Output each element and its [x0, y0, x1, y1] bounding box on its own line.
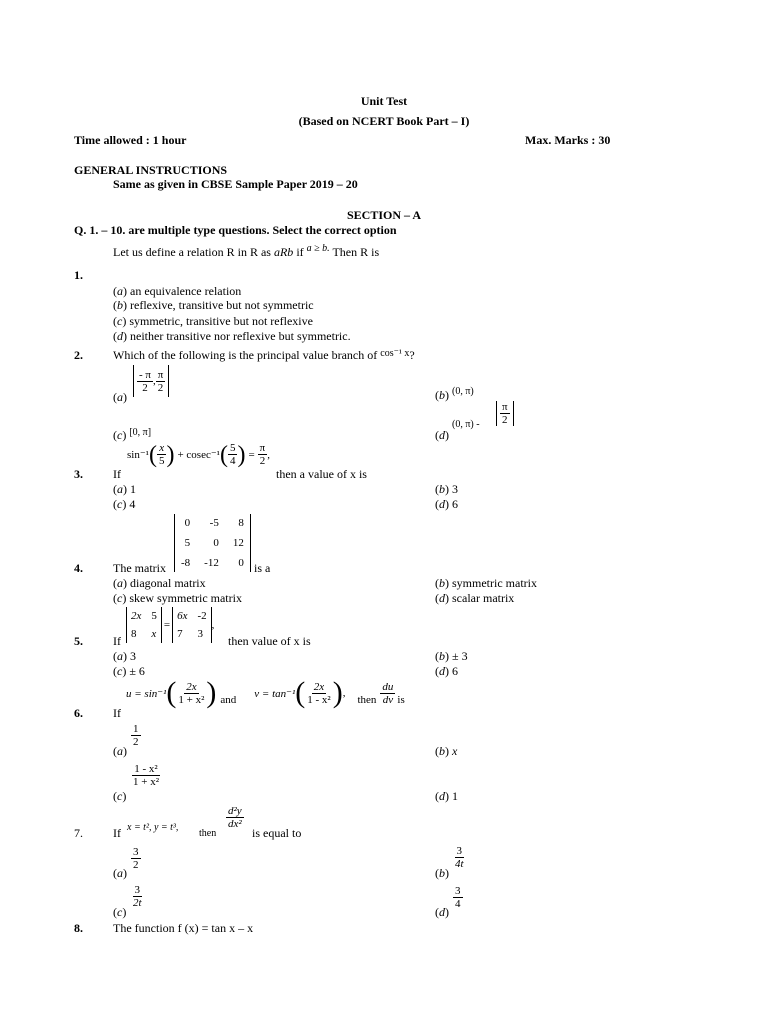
- matrix-cell: 12: [232, 537, 244, 549]
- q7-option-d-frac: $\frac{3}{4}$: [455, 885, 461, 910]
- section-intro: Q. 1. – 10. are multiple type questions. Select the correct option: [74, 223, 397, 237]
- matrix-cell: 7: [177, 628, 183, 640]
- q5-if: If: [113, 634, 121, 648]
- q5-tail: then value of x is: [228, 634, 311, 648]
- q7-if: If: [113, 826, 121, 840]
- time-allowed: Time allowed : 1 hour: [74, 133, 187, 147]
- q7-derivative: $\frac{\text{d²y}}{\text{dx²}}$: [228, 805, 242, 830]
- q3-option-a: (a) 1: [113, 482, 136, 496]
- matrix-cell: 5: [184, 537, 191, 549]
- q1-option-a: (a) an equivalence relation: [113, 284, 242, 298]
- q6-equation: u = sin⁻¹ ( $\frac{2x}{\text{1 + x²}}$ ) and v = tan⁻¹ ( $\frac{2x}{\text{1 - x²}}$ ) , then $\frac{du}{dv}$ is: [126, 676, 405, 709]
- matrix-cell: -5: [209, 517, 219, 529]
- instructions-text: Same as given in CBSE Sample Paper 2019 – 20: [113, 177, 358, 191]
- instructions-heading: GENERAL INSTRUCTIONS: [74, 163, 228, 177]
- q2-func: cos⁻¹ x: [380, 348, 410, 359]
- matrix-cell: -12: [204, 557, 219, 569]
- q2-option-d: (d) $^{(0, \pi) -}$: [435, 419, 480, 442]
- q4-option-b: (b) symmetric matrix: [435, 576, 537, 590]
- q1-stem: [113, 245, 379, 261]
- q4-matrix: [174, 514, 251, 572]
- q2-option-c: (c) [0, π]: [113, 427, 152, 442]
- q8-stem: The function f (x) = tan x – x: [113, 921, 254, 935]
- q5-option-a: (a) 3: [113, 649, 136, 663]
- q1-cond: a ≥ b.: [306, 243, 330, 254]
- q4-number: 4.: [74, 561, 83, 575]
- q1-option-c: (c) symmetric, transitive but not reflexive: [113, 314, 313, 328]
- q4-tail: is a: [254, 561, 271, 575]
- matrix-cell: 6x: [177, 610, 188, 622]
- page-subtitle: (Based on NCERT Book Part – I): [298, 114, 470, 128]
- q7-option-a-frac: $\frac{3}{2}$: [133, 846, 139, 871]
- q2-option-d-frac: $\frac{\pi}{2}$: [496, 401, 514, 426]
- q7-tail: is equal to: [252, 826, 302, 840]
- matrix-cell: x: [151, 628, 157, 640]
- matrix-cell: 5: [151, 610, 157, 622]
- q6-if: If: [113, 706, 121, 720]
- q7-number: 7.: [74, 826, 83, 840]
- q7-expr: x = t², y = t³,: [127, 822, 179, 833]
- q6-option-c: (c): [113, 789, 127, 803]
- matrix-cell: 8: [131, 628, 137, 640]
- q5-option-c: (c) ± 6: [113, 664, 145, 678]
- q1-stem-c: if: [296, 245, 304, 259]
- matrix-cell: -8: [181, 557, 191, 569]
- q2-option-b: (b) $^{(0, \pi)}$: [435, 386, 474, 402]
- q4-option-c: (c) skew symmetric matrix: [113, 591, 242, 605]
- q3-if: If: [113, 467, 121, 481]
- q5-option-d: (d) 6: [435, 664, 458, 678]
- q1-stem-b: aRb: [273, 245, 294, 259]
- q1-stem-a: Let us define a relation R in R as: [113, 245, 271, 259]
- matrix-cell: 0: [184, 517, 191, 529]
- q3-option-b: (b) 3: [435, 482, 458, 496]
- q8-number: 8.: [74, 921, 83, 935]
- q7-option-a: (a): [113, 866, 127, 880]
- q7-option-d: (d): [435, 905, 449, 919]
- q6-option-b: (b) x: [435, 744, 458, 758]
- matrix-cell: 0: [238, 557, 244, 569]
- q2-stem: Which of the following is the principal value branch of $^{cos^{-1} x}$?: [113, 348, 415, 362]
- q5-number: 5.: [74, 634, 83, 648]
- max-marks: Max. Marks : 30: [525, 133, 611, 147]
- q2-option-a-expr: $\frac{- \pi}{2}$ , $\frac{\pi}{2}$: [133, 365, 169, 397]
- q6-option-c-frac: $\frac{\text{1 - x²}}{\text{1 + x²}}$: [133, 763, 160, 788]
- page-title: Unit Test: [360, 94, 408, 108]
- q6-option-a: (a): [113, 744, 127, 758]
- q7-option-b-frac: $\frac{3}{4t}$: [455, 845, 464, 870]
- q6-option-a-frac: $\frac{1}{2}$: [133, 723, 139, 748]
- q4-option-a: (a) diagonal matrix: [113, 576, 206, 590]
- matrix-cell: 0: [213, 537, 219, 549]
- q4-option-d: (d) scalar matrix: [435, 591, 515, 605]
- q3-equation: sin⁻¹ ( $\frac{x}{5}$ ) + cosec⁻¹ ( $\frac{5}{4}$ ) = $\frac{\pi}{2}$ ,: [127, 441, 270, 468]
- q2-option-a: (a): [113, 390, 127, 404]
- q1-stem-d: Then R is: [332, 245, 380, 259]
- matrix-cell: 3: [197, 628, 203, 640]
- q5-equation: 2x 5 8 x = 6x -2 7 3 ,: [126, 607, 214, 643]
- q7-option-c-frac: $\frac{3}{2t}$: [133, 884, 142, 909]
- q1-option-d: (d) neither transitive nor reflexive but symmetric.: [113, 329, 351, 343]
- section-title: SECTION – A: [346, 208, 422, 222]
- q3-number: 3.: [74, 467, 83, 481]
- q1-number: 1.: [74, 268, 83, 282]
- matrix-cell: 2x: [131, 610, 142, 622]
- q5-option-b: (b) ± 3: [435, 649, 468, 663]
- matrix-cell: 8: [238, 517, 244, 529]
- q3-option-d: (d) 6: [435, 497, 458, 511]
- q7-option-c: (c): [113, 905, 127, 919]
- q6-option-d: (d) 1: [435, 789, 458, 803]
- q7-then: then: [199, 828, 217, 839]
- q6-number: 6.: [74, 706, 83, 720]
- q4-stem: The matrix: [113, 561, 166, 575]
- q3-option-c: (c) 4: [113, 497, 136, 511]
- q3-tail: then a value of x is: [276, 467, 367, 481]
- q1-option-b: (b) reflexive, transitive but not symmetric: [113, 298, 314, 312]
- matrix-cell: -2: [197, 610, 207, 622]
- q7-option-b: (b): [435, 866, 449, 880]
- q2-number: 2.: [74, 348, 83, 362]
